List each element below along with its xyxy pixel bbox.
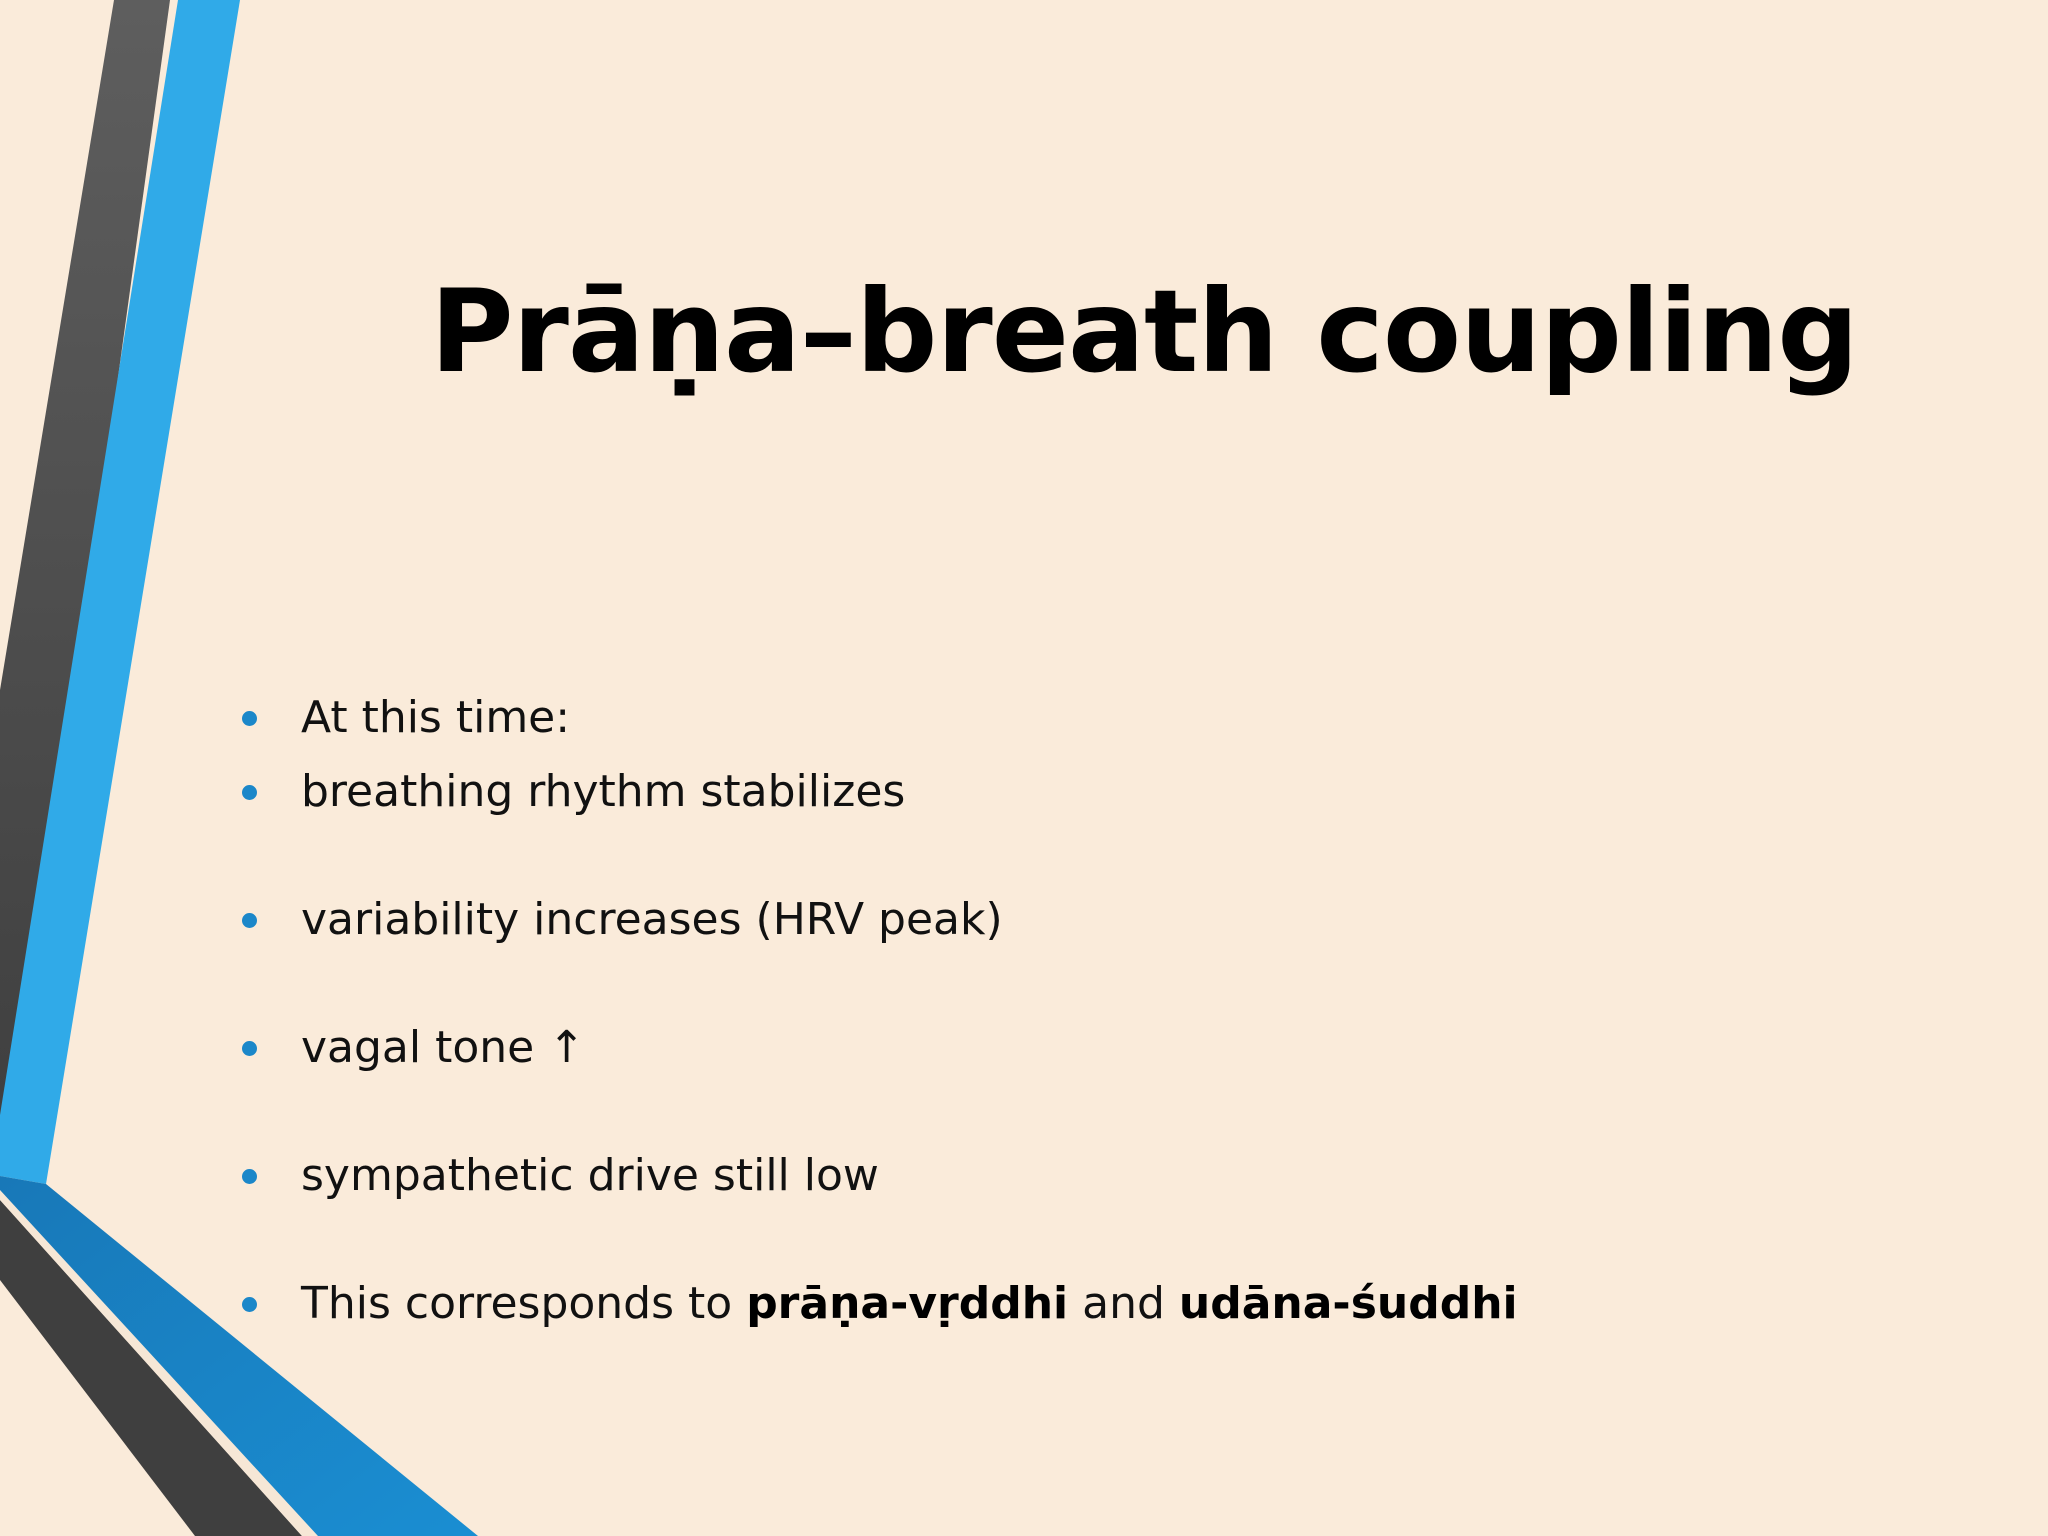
slide-title: Prāṇa–breath coupling [430, 265, 1858, 398]
bullet-text-segment: This corresponds to [301, 1278, 747, 1329]
term-prana-vrddhi: prāṇa-vṛddhi [746, 1278, 1069, 1329]
bullet-dot-icon [242, 1169, 257, 1184]
bullet-text: vagal tone ↑ [301, 1022, 586, 1073]
bullet-dot-icon [242, 1297, 257, 1312]
bullet-text-segment: and [1068, 1278, 1179, 1329]
bullet-dot-icon [242, 1041, 257, 1056]
term-udana-suddhi: udāna-śuddhi [1178, 1278, 1518, 1329]
bullet-dot-icon [242, 913, 257, 928]
bullet-text: breathing rhythm stabilizes [301, 766, 906, 817]
bullet-dot-icon [242, 711, 257, 726]
bullet-text: sympathetic drive still low [301, 1150, 879, 1201]
bullet-dot-icon [242, 785, 257, 800]
bullet-text [301, 1276, 1518, 1332]
bullet-text: variability increases (HRV peak) [301, 894, 1003, 945]
bullet-text: At this time: [301, 692, 571, 743]
